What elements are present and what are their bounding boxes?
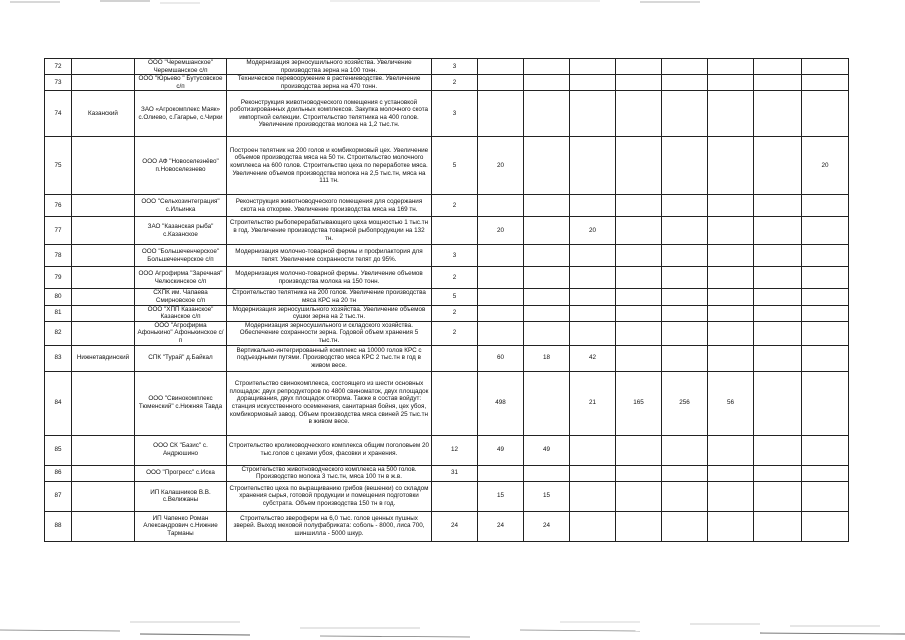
value-1: 12 [432, 435, 478, 465]
project-description: Модернизация зерносушильного и складского хозяйства. Обеспечение сохранности зерна. Годовой объем хранения 5 тыс.тн. [227, 321, 432, 345]
value-9 [802, 195, 849, 217]
bottom-scan-marks [0, 600, 905, 640]
value-3 [524, 59, 570, 75]
value-8 [754, 217, 802, 245]
value-7 [708, 289, 754, 305]
table-row [45, 59, 849, 75]
value-5 [616, 481, 662, 511]
value-3 [524, 75, 570, 91]
organization: ООО "Юрьево " Бутусовское с/п [135, 75, 227, 91]
value-4: 20 [570, 217, 616, 245]
value-5 [616, 217, 662, 245]
value-4 [570, 305, 616, 321]
value-5 [616, 345, 662, 371]
value-3 [524, 195, 570, 217]
organization: ЗАО «Агрокомплекс Маяк» с.Олиево, с.Гагарье, с.Чирки [135, 91, 227, 137]
district [72, 137, 135, 195]
value-6 [662, 435, 708, 465]
projects-table [44, 58, 849, 542]
value-3 [524, 217, 570, 245]
value-7 [708, 481, 754, 511]
value-8 [754, 511, 802, 541]
value-8 [754, 345, 802, 371]
value-1: 24 [432, 511, 478, 541]
value-8 [754, 435, 802, 465]
value-3 [524, 91, 570, 137]
value-3 [524, 465, 570, 481]
district [72, 59, 135, 75]
value-3 [524, 267, 570, 289]
row-number: 79 [45, 267, 72, 289]
table-row [45, 289, 849, 305]
value-7: 56 [708, 371, 754, 435]
value-2: 15 [478, 481, 524, 511]
value-9 [802, 289, 849, 305]
value-6 [662, 267, 708, 289]
row-number: 85 [45, 435, 72, 465]
value-2 [478, 91, 524, 137]
value-4 [570, 435, 616, 465]
value-8 [754, 267, 802, 289]
value-8 [754, 137, 802, 195]
value-6 [662, 511, 708, 541]
value-5 [616, 137, 662, 195]
value-1: 2 [432, 321, 478, 345]
value-7 [708, 195, 754, 217]
district [72, 465, 135, 481]
value-9 [802, 481, 849, 511]
value-4: 21 [570, 371, 616, 435]
row-number: 75 [45, 137, 72, 195]
organization: ООО "Сельхозинтеграция" с.Ильинка [135, 195, 227, 217]
project-description: Строительство животноводческого комплекса на 500 голов. Производство молока 3 тыс.тн, мяса 100 тн в ж.в. [227, 465, 432, 481]
value-2 [478, 305, 524, 321]
value-7 [708, 345, 754, 371]
value-8 [754, 195, 802, 217]
value-4 [570, 267, 616, 289]
value-2: 20 [478, 137, 524, 195]
value-8 [754, 245, 802, 267]
value-6: 256 [662, 371, 708, 435]
organization: СПК "Турай" д.Байкал [135, 345, 227, 371]
value-7 [708, 511, 754, 541]
organization: ООО СК "Базис" с. Андрюшино [135, 435, 227, 465]
value-8 [754, 371, 802, 435]
district [72, 267, 135, 289]
value-6 [662, 289, 708, 305]
project-description: Строительство кролиководческого комплекса общим поголовьем 20 тыс.голов с цехами убоя, фасовки и хранения. [227, 435, 432, 465]
value-1: 2 [432, 267, 478, 289]
district [72, 321, 135, 345]
project-description: Модернизация зерносушильного хозяйства. Увеличение производства зерна на 100 тонн. [227, 59, 432, 75]
row-number: 84 [45, 371, 72, 435]
value-1: 31 [432, 465, 478, 481]
value-9 [802, 245, 849, 267]
district [72, 305, 135, 321]
row-number: 81 [45, 305, 72, 321]
table-row [45, 267, 849, 289]
organization: ООО "Черемшанское" Черемшанское с/п [135, 59, 227, 75]
value-2: 20 [478, 217, 524, 245]
table-row [45, 137, 849, 195]
value-4 [570, 289, 616, 305]
value-4 [570, 59, 616, 75]
table-row [45, 465, 849, 481]
district: Нижнетавдинский [72, 345, 135, 371]
value-6 [662, 245, 708, 267]
project-description: Техническое перевооружение в растениеводстве. Увеличение производства зерна на 470 тонн. [227, 75, 432, 91]
value-5 [616, 195, 662, 217]
project-description: Строительство телятника на 200 голов. Увеличение производства мяса КРС на 20 тн [227, 289, 432, 305]
value-4 [570, 137, 616, 195]
row-number: 72 [45, 59, 72, 75]
organization: ООО "ХПП Казанское" Казанское с/п [135, 305, 227, 321]
row-number: 77 [45, 217, 72, 245]
organization: ООО "Прогресс" с.Иска [135, 465, 227, 481]
value-9 [802, 321, 849, 345]
project-description: Реконструкция животноводческого помещения для содержания скота на откорме. Увеличение производства мяса на 169 тн. [227, 195, 432, 217]
value-4 [570, 481, 616, 511]
value-7 [708, 321, 754, 345]
value-9 [802, 435, 849, 465]
value-3: 24 [524, 511, 570, 541]
value-6 [662, 137, 708, 195]
value-6 [662, 59, 708, 75]
value-1: 2 [432, 75, 478, 91]
table-row [45, 481, 849, 511]
value-5: 165 [616, 371, 662, 435]
project-description: Строительство рыбоперерабатывающего цеха мощностью 1 тыс.тн в год. Увеличение производства товарной рыбопродукции на 132 тн. [227, 217, 432, 245]
organization: ООО АФ "Новоселезнёво" п.Новоселезнево [135, 137, 227, 195]
value-2 [478, 465, 524, 481]
value-1 [432, 481, 478, 511]
district [72, 289, 135, 305]
value-1: 5 [432, 137, 478, 195]
project-description: Построен телятник на 200 голов и комбикормовый цех. Увеличение объемов производства мяса на 50 тн. Строительство молочного комплекса на 600 голов. Строительство цеха по переработке мяса. Увеличение объемов производства молока на 2,5 тыс.тн, мяса на 111 тн. [227, 137, 432, 195]
value-7 [708, 267, 754, 289]
value-3 [524, 137, 570, 195]
organization: СХПК им. Чапаева Смирновское с/п [135, 289, 227, 305]
value-7 [708, 217, 754, 245]
value-2 [478, 321, 524, 345]
value-9 [802, 59, 849, 75]
value-3 [524, 305, 570, 321]
value-1 [432, 217, 478, 245]
project-description: Строительство цеха по выращиванию грибов (вешенки) со складом хранения сырья, готовой продукции и помещения подготовки субстрата. Объем производства 150 тн в год. [227, 481, 432, 511]
district [72, 481, 135, 511]
value-4 [570, 511, 616, 541]
value-2 [478, 75, 524, 91]
table-row [45, 245, 849, 267]
organization: ООО "Свинокомплекс Тюменский" с.Нижняя Тавда [135, 371, 227, 435]
value-7 [708, 91, 754, 137]
row-number: 80 [45, 289, 72, 305]
table-row [45, 435, 849, 465]
value-5 [616, 465, 662, 481]
value-7 [708, 137, 754, 195]
project-description: Модернизация молочно-товарной фермы и профилактория для телят. Увеличение сохранности телят до 95%. [227, 245, 432, 267]
table-row [45, 345, 849, 371]
value-8 [754, 305, 802, 321]
organization: ИП Чапенко Роман Александрович с.Нижние Тарманы [135, 511, 227, 541]
value-9 [802, 91, 849, 137]
value-4 [570, 465, 616, 481]
value-6 [662, 305, 708, 321]
table-row [45, 195, 849, 217]
value-5 [616, 59, 662, 75]
value-6 [662, 75, 708, 91]
value-6 [662, 345, 708, 371]
organization: ООО "Большеченчерское" Большеченчерское с/п [135, 245, 227, 267]
value-5 [616, 289, 662, 305]
row-number: 86 [45, 465, 72, 481]
value-3 [524, 245, 570, 267]
district [72, 217, 135, 245]
value-9 [802, 217, 849, 245]
value-4 [570, 195, 616, 217]
district [72, 435, 135, 465]
project-description: Модернизация молочно-товарной фермы. Увеличение объемов производства молока на 150 тонн. [227, 267, 432, 289]
row-number: 83 [45, 345, 72, 371]
value-3 [524, 289, 570, 305]
value-6 [662, 481, 708, 511]
value-2: 49 [478, 435, 524, 465]
value-8 [754, 465, 802, 481]
value-8 [754, 481, 802, 511]
value-3 [524, 321, 570, 345]
value-4 [570, 245, 616, 267]
value-4 [570, 75, 616, 91]
value-9 [802, 267, 849, 289]
value-5 [616, 305, 662, 321]
value-1: 3 [432, 245, 478, 267]
value-3 [524, 371, 570, 435]
value-3: 18 [524, 345, 570, 371]
value-6 [662, 321, 708, 345]
project-description: Реконструкция животноводческого помещения с установкой роботизированных доильных комплексов. Закупка молочного скота импортной селекции. Строительство телятника на 400 голов. Увеличение производства молока на 1,2 тыс.тн. [227, 91, 432, 137]
value-5 [616, 91, 662, 137]
district: Казанский [72, 91, 135, 137]
value-9 [802, 465, 849, 481]
value-7 [708, 305, 754, 321]
value-1 [432, 371, 478, 435]
value-7 [708, 245, 754, 267]
value-8 [754, 91, 802, 137]
project-description: Вертикально-интегрированный комплекс на 10000 голов КРС с подъездными путями. Производство мяса КРС 2 тыс.тн в год в живом весе. [227, 345, 432, 371]
value-6 [662, 465, 708, 481]
value-9 [802, 75, 849, 91]
value-2 [478, 267, 524, 289]
district [72, 371, 135, 435]
value-4 [570, 321, 616, 345]
value-8 [754, 321, 802, 345]
value-3: 49 [524, 435, 570, 465]
value-7 [708, 435, 754, 465]
value-8 [754, 75, 802, 91]
value-6 [662, 217, 708, 245]
row-number: 82 [45, 321, 72, 345]
value-4 [570, 91, 616, 137]
table-row [45, 305, 849, 321]
value-9 [802, 345, 849, 371]
row-number: 88 [45, 511, 72, 541]
value-2 [478, 59, 524, 75]
organization: ЗАО "Казанская рыба" с.Казанское [135, 217, 227, 245]
row-number: 87 [45, 481, 72, 511]
top-scan-marks [0, 0, 905, 14]
table-row [45, 371, 849, 435]
district [72, 511, 135, 541]
value-1: 2 [432, 195, 478, 217]
value-2: 498 [478, 371, 524, 435]
value-8 [754, 289, 802, 305]
value-5 [616, 245, 662, 267]
project-description: Модернизация зерносушильного хозяйства. Увеличение объемов сушки зерна на 2 тыс.тн. [227, 305, 432, 321]
value-3: 15 [524, 481, 570, 511]
table-row [45, 217, 849, 245]
value-2 [478, 245, 524, 267]
organization: ООО Агрофирма "Заречная" Челюскинское с/п [135, 267, 227, 289]
row-number: 73 [45, 75, 72, 91]
district [72, 245, 135, 267]
value-5 [616, 321, 662, 345]
value-1 [432, 345, 478, 371]
organization: ИП Калашников В.В. с.Велижаны [135, 481, 227, 511]
value-9 [802, 305, 849, 321]
value-9 [802, 511, 849, 541]
value-1: 5 [432, 289, 478, 305]
table-row [45, 321, 849, 345]
project-description: Строительство свинокомплекса, состоящего из шести основных площадок: двух репродукторов по 4800 свиноматок, двух площадок доращивания, двух площадок откорма. Также в состав войдут: станция искусственного осеменения, санитарная бойня, цех убоя, комбикормовый завод. Объем производства мяса свиней 25 тыс.тн в живом весе. [227, 371, 432, 435]
table-row [45, 91, 849, 137]
value-8 [754, 59, 802, 75]
table-row [45, 511, 849, 541]
organization: ООО "Агрофирма Афонькино" Афонькинское с/п [135, 321, 227, 345]
value-9: 20 [802, 137, 849, 195]
value-2: 60 [478, 345, 524, 371]
value-6 [662, 91, 708, 137]
value-5 [616, 511, 662, 541]
table-row [45, 75, 849, 91]
project-description: Строительство звероферм на 6,0 тыс. голов ценных пушных зверей. Выход меховой полуфабриката: соболь - 8000, лиса 700, шиншилла - 5000 шкур. [227, 511, 432, 541]
value-5 [616, 267, 662, 289]
value-4: 42 [570, 345, 616, 371]
value-7 [708, 75, 754, 91]
value-7 [708, 465, 754, 481]
value-5 [616, 435, 662, 465]
value-7 [708, 59, 754, 75]
district [72, 75, 135, 91]
value-5 [616, 75, 662, 91]
district [72, 195, 135, 217]
row-number: 76 [45, 195, 72, 217]
value-2: 24 [478, 511, 524, 541]
value-2 [478, 195, 524, 217]
value-9 [802, 371, 849, 435]
value-1: 3 [432, 91, 478, 137]
row-number: 78 [45, 245, 72, 267]
value-1: 3 [432, 59, 478, 75]
row-number: 74 [45, 91, 72, 137]
value-6 [662, 195, 708, 217]
value-1: 2 [432, 305, 478, 321]
value-2 [478, 289, 524, 305]
